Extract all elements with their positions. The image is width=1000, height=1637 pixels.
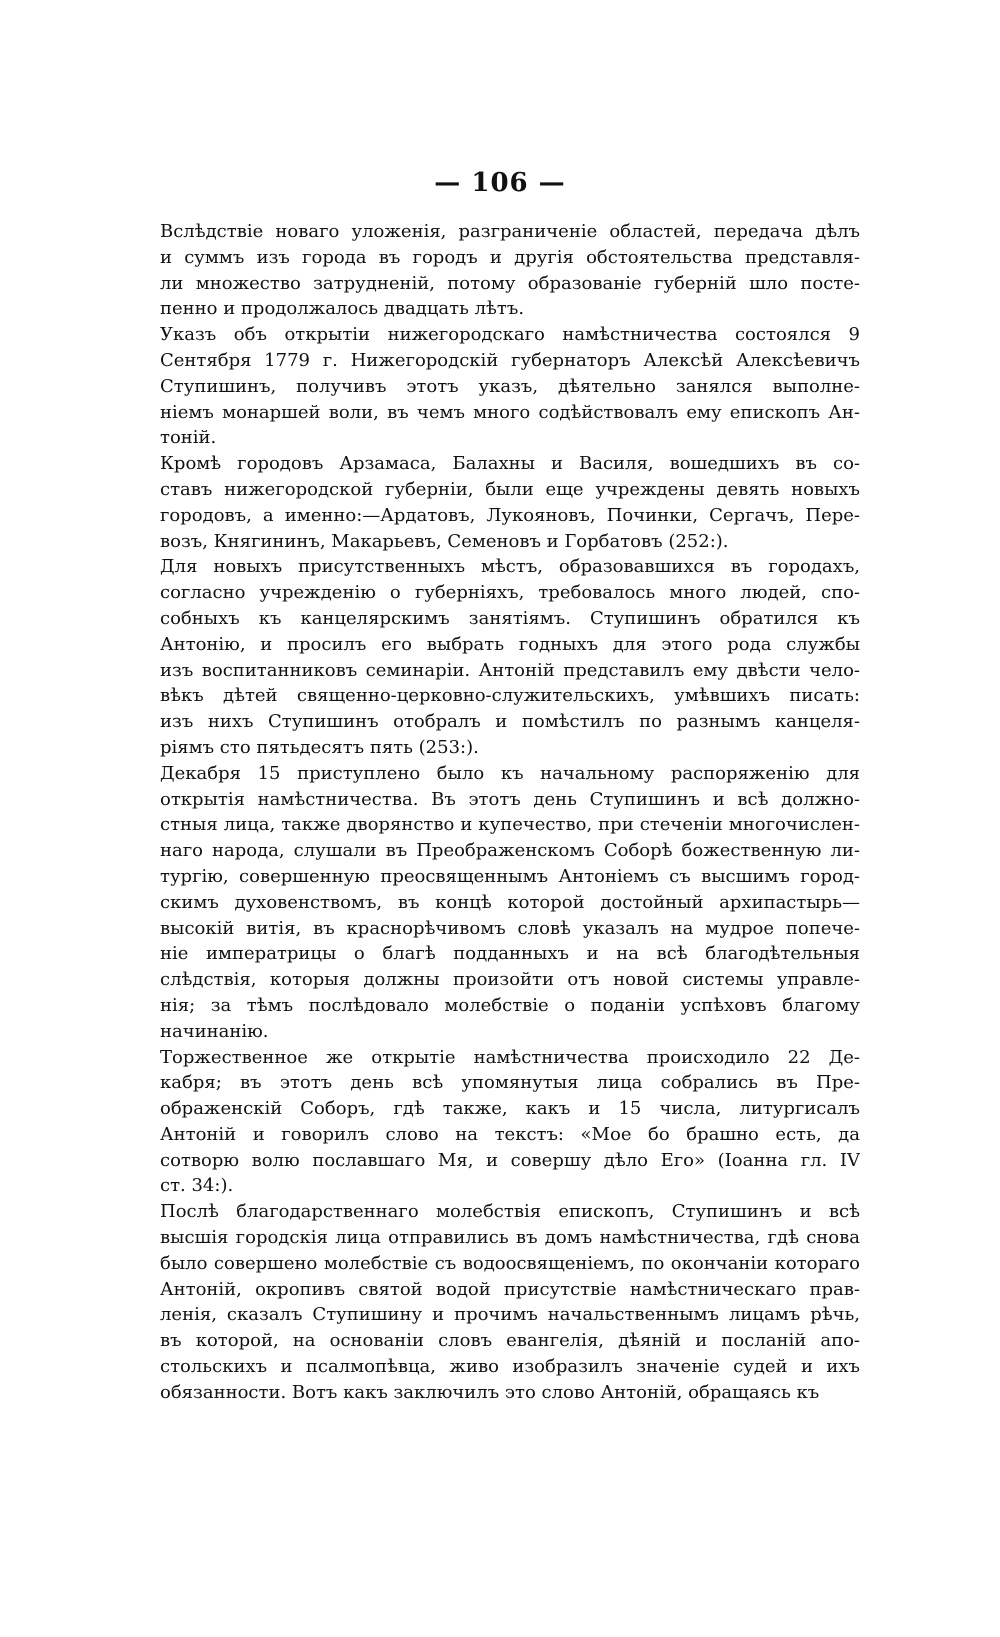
paragraph [160,554,860,760]
text-line: Сентября 1779 г. Нижегородскій губернаторъ Алексѣй Алексѣевичъ [160,349,860,371]
text-line: ріямъ сто пятьдесятъ пять (253:). [160,736,479,758]
paragraph [160,322,860,451]
text-line: Торжественное же открытіе намѣстничества происходило 22 Де- [160,1046,860,1068]
text-line: ніе императрицы о благѣ подданныхъ и на всѣ благодѣтельныя [160,943,860,965]
text-line: тоній. [160,427,217,449]
text-line: стныя лица, также дворянство и купечество, при стеченіи многочислен- [160,814,860,836]
text-line: высшія городскія лица отправились въ домъ намѣстничества, гдѣ снова [160,1227,860,1249]
text-line: Антоній и говорилъ слово на текстъ: «Мое бо брашно есть, да [160,1123,860,1145]
paragraph [160,1045,860,1200]
text-line: Послѣ благодарственнаго молебствія епископъ, Ступишинъ и всѣ [160,1201,860,1223]
body-text [160,219,860,1406]
page-number: — 106 — [434,168,566,198]
text-line: ст. 34:). [160,1175,234,1197]
text-line: Указъ объ открытіи нижегородскаго намѣстничества состоялся 9 [160,324,860,346]
text-line: скимъ духовенствомъ, въ концѣ которой достойный архипастырь— [160,891,860,913]
text-line: согласно учрежденію о губерніяхъ, требовалось много людей, спо- [160,582,860,604]
text-line: пенно и продолжалось двадцать лѣтъ. [160,298,525,320]
text-line: наго народа, слушали въ Преображенскомъ Соборѣ божественную ли- [160,840,860,862]
text-line: сотворю волю пославшаго Мя, и совершу дѣло Его» (Іоанна гл. IV [160,1149,860,1171]
paragraph [160,451,860,554]
text-line: ніемъ монаршей воли, въ чемъ много содѣйствовалъ ему епископъ Ан- [160,401,860,423]
text-line: тургію, совершенную преосвященнымъ Антоніемъ съ высшимъ город- [160,865,860,887]
text-line: ленія, сказалъ Ступишину и прочимъ начальственнымъ лицамъ рѣчь, [160,1304,860,1326]
text-line: въ которой, на основаніи словъ евангелія, дѣяній и посланій апо- [160,1330,860,1352]
text-line: вѣкъ дѣтей священно-церковно-служительскихъ, умѣвшихъ писать: [160,685,860,707]
text-line: высокій витія, въ краснорѣчивомъ словѣ указалъ на мудрое попече- [160,917,860,939]
text-line: Антонію, и просилъ его выбрать годныхъ для этого рода службы [160,633,860,655]
text-line: Для новыхъ присутственныхъ мѣстъ, образовавшихся въ городахъ, [160,556,860,578]
text-line: Вслѣдствіе новаго уложенія, разграниченіе областей, передача дѣлъ [160,221,860,242]
text-line: начинанію. [160,1020,269,1042]
text-line: ли множество затрудненій, потому образованіе губерній шло посте- [160,272,860,294]
text-line: Кромѣ городовъ Арзамаса, Балахны и Василя, вошедшихъ въ со- [160,453,860,475]
text-line: ставъ нижегородской губерніи, были еще учреждены девять новыхъ [160,478,860,500]
text-line: возъ, Княгининъ, Макарьевъ, Семеновъ и Горбатовъ (252:). [160,530,729,552]
text-line: изъ воспитанниковъ семинаріи. Антоній представилъ ему двѣсти чело- [160,659,860,681]
text-line: и суммъ изъ города въ городъ и другія обстоятельства представля- [160,246,860,268]
text-line: Декабря 15 приступлено было къ начальному распоряженію для [160,762,860,784]
text-line: открытія намѣстничества. Въ этотъ день Ступишинъ и всѣ должно- [160,788,860,810]
paragraph [160,219,860,322]
text-line: нія; за тѣмъ послѣдовало молебствіе о поданіи успѣховъ благому [160,994,860,1016]
text-line: кабря; въ этотъ день всѣ упомянутыя лица собрались въ Пре- [160,1072,860,1094]
text-line: было совершено молебствіе съ водоосвященіемъ, по окончаніи котораго [160,1252,860,1274]
text-line: Антоній, окропивъ святой водой присутствіе намѣстническаго прав- [160,1278,860,1300]
paragraph [160,761,860,1045]
text-line: ображенскій Соборъ, гдѣ также, какъ и 15 числа, литургисалъ [160,1098,860,1120]
text-line: изъ нихъ Ступишинъ отобралъ и помѣстилъ по разнымъ канцеля- [160,711,860,733]
text-line: Ступишинъ, получивъ этотъ указъ, дѣятельно занялся выполне- [160,375,860,397]
text-line: городовъ, а именно:—Ардатовъ, Лукояновъ, Починки, Сергачъ, Пере- [160,504,860,526]
paragraph [160,1199,860,1405]
text-line: стольскихъ и псалмопѣвца, живо изобразилъ значеніе судей и ихъ [160,1356,860,1378]
text-line: собныхъ къ канцелярскимъ занятіямъ. Ступишинъ обратился къ [160,607,860,629]
text-line: обязанности. Вотъ какъ заключилъ это слово Антоній, обращаясь къ [160,1381,820,1403]
text-line: слѣдствія, которыя должны произойти отъ новой системы управле- [160,969,860,991]
